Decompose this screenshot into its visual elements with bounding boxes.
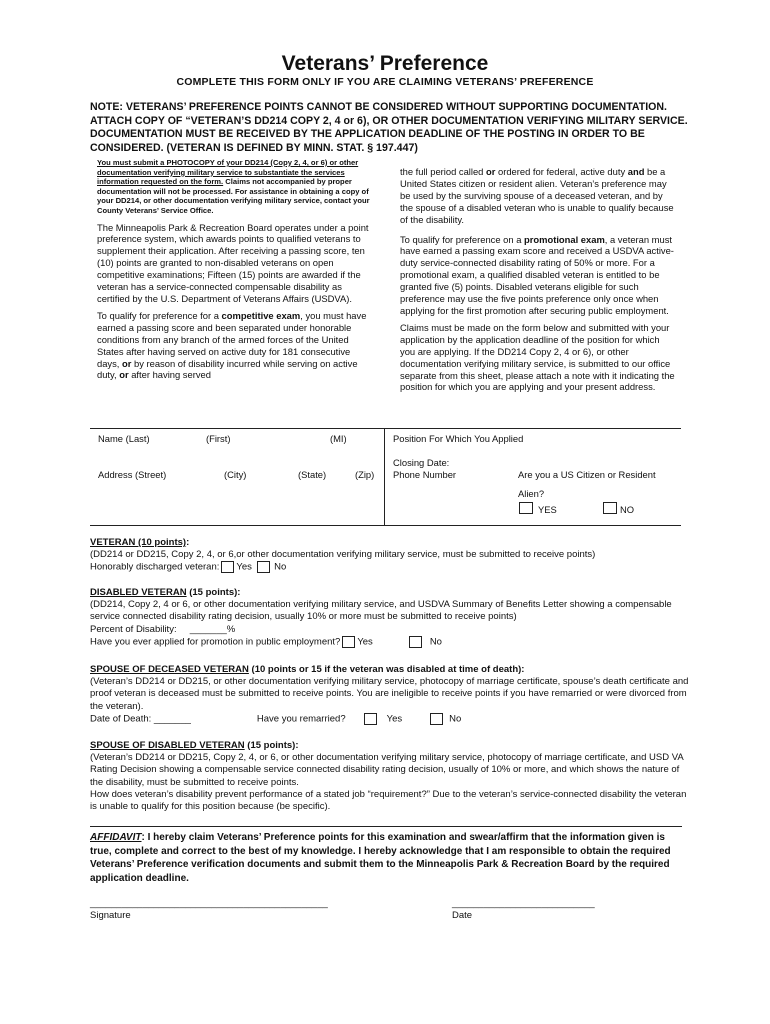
page-subtitle: COMPLETE THIS FORM ONLY IF YOU ARE CLAIMING VETERANS’ PREFERENCE [176, 76, 594, 88]
promotion-row: Have you ever applied for promotion in public employment? Yes No [90, 636, 442, 648]
closing-date-field[interactable]: Closing Date: [393, 457, 450, 468]
disabled-spouse-requirements: (Veteran’s DD214 or DD215, Copy 2, 4, or 6, or other documentation verifying military service, photocopy of marriage certificate, and USD VA Rating Decision showing a compensable service connected disability rating decision, usually of 10% or more, and which shows the nature of the disability, must be submitted to receive points. [90, 752, 684, 788]
signature-label: Signature [90, 910, 131, 921]
date-of-death-field[interactable]: Date of Death: _______ [90, 713, 191, 725]
affidavit-statement: AFFIDAVIT: I hereby claim Veterans’ Preference points for this examination and swear/affirm that the information given is true, complete and correct to the best of my knowledge. I hereby acknowledge that I am responsible to obtain the required Veterans’ Preference verification documents and submit them to the Minneapolis Park & Recreation Board by the required application deadline. [90, 826, 682, 885]
first-name-field[interactable]: (First) [206, 433, 231, 444]
citizen-no-checkbox[interactable] [603, 502, 617, 514]
box-divider [384, 429, 385, 525]
left-column [97, 158, 371, 386]
percent-disability-field[interactable]: Percent of Disability: _______% [90, 623, 236, 635]
disabled-spouse-heading: SPOUSE OF DISABLED VETERAN (15 points): [90, 740, 299, 751]
citizen-question: Are you a US Citizen or Resident [518, 469, 656, 480]
point-system-paragraph: The Minneapolis Park & Recreation Board operates under a point preference system, which awards points to qualified veterans to supplement their application. After receiving a passing score, ten (10) points are granted to non-disabled veterans on open competitive examinations; Fifteen (15) points are awarded if the veteran has a service-connected compensable disability as certified by the U.S. Department of Veterans Affairs (USDVA). [97, 221, 369, 304]
veteran-requirements: (DD214 or DD215, Copy 2, 4, or 6,or other documentation verifying military service, must be submitted to receive points) [90, 549, 596, 561]
remarried-no-checkbox[interactable] [430, 713, 443, 725]
zip-field[interactable]: (Zip) [355, 469, 375, 480]
processing-notice: Claims not accompanied by proper documentation will not be processed. For assistance in obtaining a copy of your DD214, or other documentation verifying military service, contact your County Veterans’ Service Office. [97, 177, 370, 215]
citizen-yes-checkbox[interactable] [519, 502, 533, 514]
disabled-veteran-requirements: (DD214, Copy 2, 4 or 6, or other documentation verifying military service, and USDVA Summary of Benefits Letter showing a compensable service connected disability rating decision, usually 10% or more must be submitted to receive points) [90, 599, 672, 623]
veteran-section [90, 537, 690, 574]
page-title: Veterans’ Preference [281, 52, 489, 75]
promotion-yes-checkbox[interactable] [342, 636, 355, 648]
deceased-veteran-spouse-section [90, 664, 690, 726]
photocopy-requirement: You must submit a PHOTOCOPY of your DD214 (Copy 2, 4, or 6) or other documentation verifying military service to substantiate the services information requested on the form. [97, 158, 359, 187]
veteran-heading: VETERAN (10 points): [90, 537, 190, 548]
street-address-field[interactable]: Address (Street) [98, 469, 167, 480]
honorable-no-checkbox[interactable] [257, 561, 270, 573]
citizen-no-label: NO [620, 504, 635, 515]
deceased-spouse-heading: SPOUSE OF DECEASED VETERAN (10 points or 15 if the veteran was disabled at time of death): [90, 664, 525, 675]
honorable-yes-checkbox[interactable] [221, 561, 234, 573]
state-field[interactable]: (State) [298, 469, 327, 480]
date-of-death-row: Date of Death: _______ Have you remarried? Yes No [90, 713, 462, 725]
disabled-veteran-heading: DISABLED VETERAN (15 points): [90, 587, 241, 598]
honorable-discharge-row: Honorably discharged veteran: Yes No [90, 561, 287, 573]
city-field[interactable]: (City) [224, 469, 247, 480]
documentation-note: NOTE: VETERANS’ PREFERENCE POINTS CANNOT BE CONSIDERED WITHOUT SUPPORTING DOCUMENTATION. ATTACH COPY OF “VETERAN’S DD214 COPY 2, 4 or 6), OR OTHER DOCUMENTATION VERIFYING MILITARY SERVICE. DOCUMENTATION MUST BE RECEIVED BY THE APPLICATION DEADLINE OF THE POSTING IN ORDER TO BE CONSIDERED. (VETERAN IS DEFINED BY MINN. STAT. § 197.447) [90, 101, 688, 154]
signature-line[interactable]: _____________________________________________ [90, 898, 328, 909]
promotional-exam-paragraph: To qualify for preference on a promotional exam, a veteran must have earned a passing exam score and received a USDVA active-duty service-connected disability rating of 50% or more. For a promotional exam, a qualified disabled veteran is entitled to be granted five (5) points. Disabled veterans eligible for such preference may use the five points preference only once when applying for the first promotion after securing public employment. [400, 233, 674, 316]
citizen-paragraph: the full period called or ordered for federal, active duty and be a United States citizen or resident alien. Veteran’s preference may be used by the surviving spouse of a deceased veteran, and by the spouse of a disabled veteran who is unable to qualify because of the disability. [400, 166, 674, 225]
disability-explanation-question: How does veteran’s disability prevent performance of a stated job “requirement?” Due to the veteran’s service-connected disability the veteran is unable to qualify for this position because (be specific). [90, 788, 687, 813]
date-line[interactable]: ___________________________ [452, 898, 595, 909]
phone-number-field[interactable]: Phone Number [393, 469, 457, 480]
middle-initial-field[interactable]: (MI) [330, 433, 347, 444]
position-applied-field[interactable]: Position For Which You Applied [393, 433, 524, 444]
promotion-no-checkbox[interactable] [409, 636, 422, 648]
disabled-veteran-section [90, 587, 690, 649]
right-column [400, 166, 675, 398]
disabled-veteran-spouse-section [90, 740, 690, 813]
citizen-yes-label: YES [538, 504, 557, 515]
remarried-yes-checkbox[interactable] [364, 713, 377, 725]
claims-paragraph: Claims must be made on the form below and submitted with your application by the application deadline of the position for which you are applying. If the DD214 Copy 2, 4 or 6), or other documentation verifying military service, is submitted to our office separate from this sheet, please attach a note with it indicating the position for which you are applying and your present address. [400, 321, 675, 393]
competitive-exam-paragraph: To qualify for preference for a competitive exam, you must have earned a passing score and been separated under honorable conditions from any branch of the armed forces of the United States after having served on active duty for 181 consecutive days, or by reason of disability incurred while serving on active duty, or after having served [97, 309, 367, 381]
affidavit-label: AFFIDAVIT [90, 832, 142, 843]
photocopy-instructions [97, 158, 371, 216]
last-name-field[interactable]: Name (Last) [98, 433, 150, 444]
deceased-spouse-requirements: (Veteran’s DD214 or DD215, or other documentation verifying military service, photocopy of marriage certificate, spouse’s death certificate and proof veteran is deceased must be submitted to receive points. You are ineligible to receive points if you have remarried or were divorced from the veteran). [90, 676, 689, 712]
citizen-question-cont: Alien? [518, 488, 545, 499]
date-label: Date [452, 910, 473, 921]
